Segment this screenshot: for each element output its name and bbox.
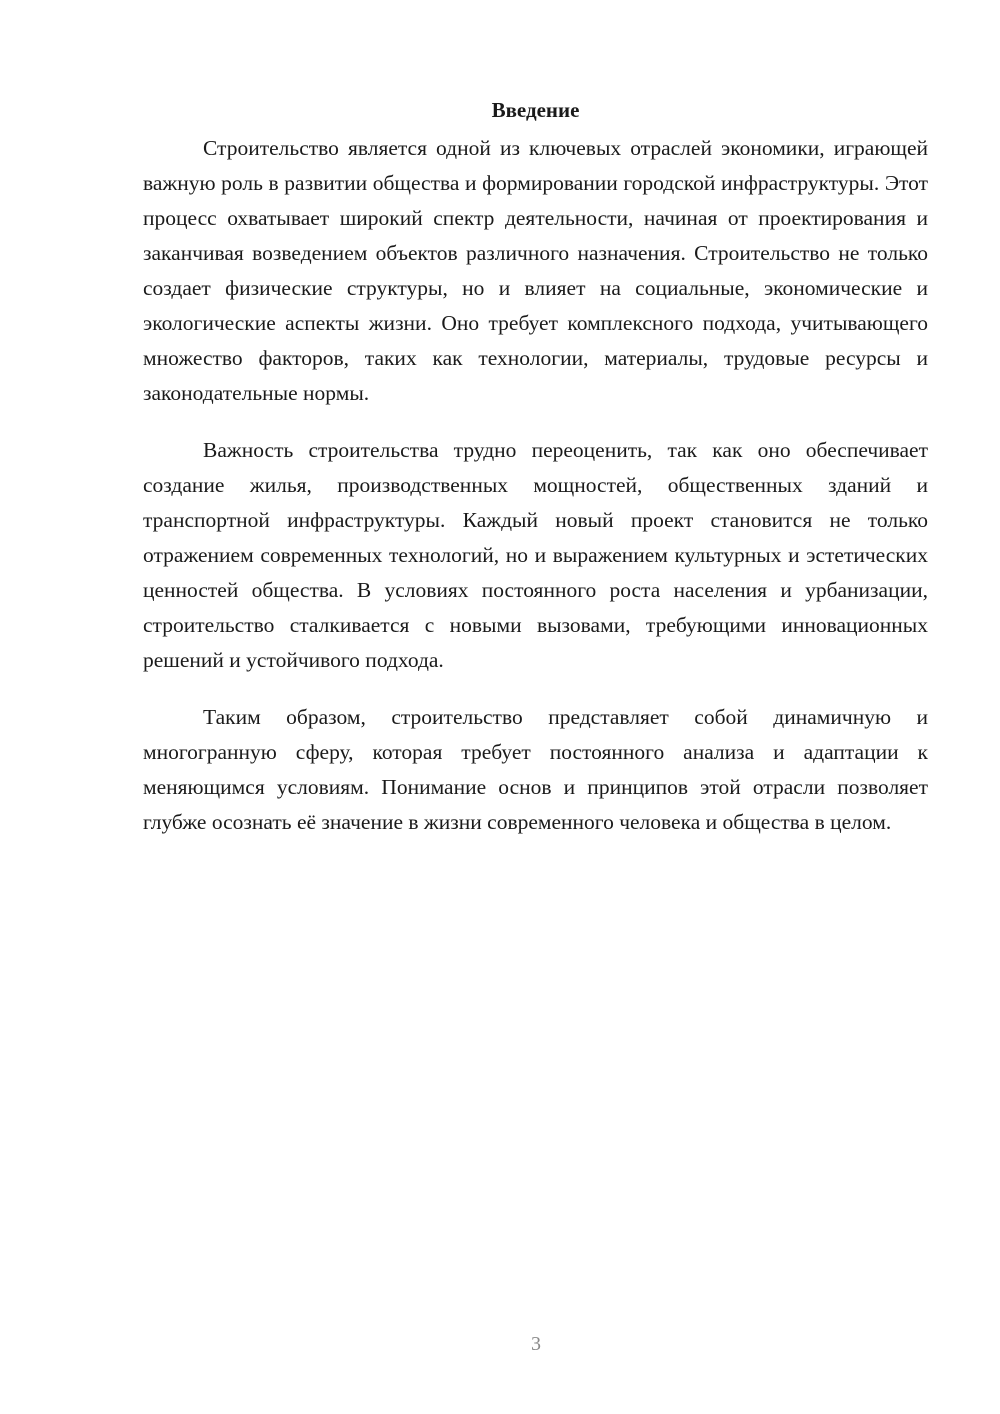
page-number: 3: [531, 1333, 541, 1355]
paragraph-3: Таким образом, строительство представляет собой динамичную и многогранную сферу, которая требует постоянного анализа и адаптации к меняющимся условиям. Понимание основ и принципов этой отрасли позволяет глубже осознать её значение в жизни современного человека и общества в целом.: [143, 705, 928, 834]
section-heading: Введение: [491, 98, 580, 122]
paragraph-1: Строительство является одной из ключевых отраслей экономики, играющей важную роль в развитии общества и формировании городской инфраструктуры. Этот процесс охватывает широкий спектр деятельности, начиная от проектирования и заканчивая возведением объектов различного назначения. Строительство не только создает физические структуры, но и влияет на социальные, экономические и экологические аспекты жизни. Оно требует комплексного подхода, учитывающего множество факторов, таких как технологии, материалы, трудовые ресурсы и законодательные нормы.: [143, 136, 928, 405]
page-content: [143, 95, 928, 862]
paragraph-2: Важность строительства трудно переоценить, так как оно обеспечивает создание жилья, производственных мощностей, общественных зданий и транспортной инфраструктуры. Каждый новый проект становится не только отражением современных технологий, но и выражением культурных и эстетических ценностей общества. В условиях постоянного роста населения и урбанизации, строительство сталкивается с новыми вызовами, требующими инновационных решений и устойчивого подхода.: [143, 438, 928, 672]
